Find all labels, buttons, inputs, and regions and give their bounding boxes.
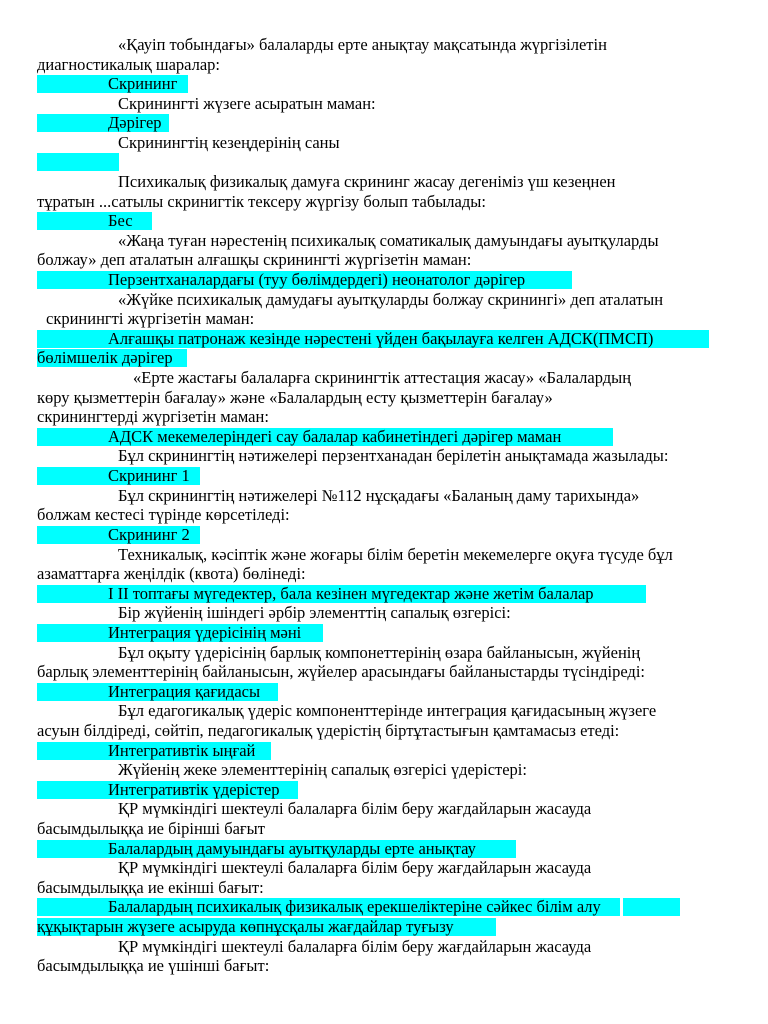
highlight-bar [37, 212, 152, 230]
question-text: скринингті жүргізетін маман: [46, 309, 255, 328]
answer-line [0, 74, 768, 94]
answer-line [0, 211, 768, 231]
question-line [0, 937, 768, 957]
question-line [0, 662, 768, 682]
question-line [0, 309, 768, 329]
question-line [0, 55, 768, 75]
question-line [0, 368, 768, 388]
question-text: диагностикалық шаралар: [37, 55, 221, 74]
question-line [0, 956, 768, 976]
question-line [0, 505, 768, 525]
question-line [0, 407, 768, 427]
answer-line [0, 682, 768, 702]
answer-line [0, 348, 768, 368]
question-line [0, 446, 768, 466]
highlight-bar [623, 898, 680, 916]
question-line [0, 721, 768, 741]
question-text: Бір жүйенің ішіндегі әрбір элементтің сапалық өзгерісі: [118, 603, 511, 622]
question-line [0, 760, 768, 780]
question-text: скринингтерді жүргізетін маман: [37, 407, 269, 426]
answer-text: бөлімшелік дәрігер [37, 348, 173, 367]
question-text: болжау» деп аталатын алғашқы скринингті жүргізетін маман: [37, 250, 472, 269]
question-line [0, 545, 768, 565]
question-line [0, 701, 768, 721]
question-line [0, 799, 768, 819]
question-text: Жүйенің жеке элементтерінің сапалық өзгерісі үдерістері: [118, 760, 527, 779]
question-text: ҚР мүмкіндігі шектеулі балаларға білім беру жағдайларын жасауда [118, 799, 592, 818]
question-line [0, 231, 768, 251]
question-text: барлық элементтерінің байланысын, жүйелер арасындағы байланыстарды түсіндіреді: [37, 662, 645, 681]
answer-line [0, 427, 768, 447]
question-line [0, 603, 768, 623]
question-text: көру қызметтерін бағалау» және «Балалардың есту қызметтерін бағалау» [37, 388, 553, 407]
question-line [0, 878, 768, 898]
answer-line [0, 466, 768, 486]
answer-text: I II топтағы мүгедектер, бала кезінен мүгедектар және жетім балалар [108, 584, 594, 603]
question-text: «Қауіп тобындағы» балаларды ерте анықтау мақсатында жүргізілетін [118, 35, 607, 54]
question-text: Скринингті жүзеге асыратын маман: [118, 94, 376, 113]
answer-text: Перзентханалардағы (туу бөлімдердегі) неонатолог дәрігер [108, 270, 526, 289]
answer-text: құқықтарын жүзеге асыруда көпнұсқалы жағдайлар туғызу [37, 917, 454, 936]
answer-text: Скрининг 2 [108, 525, 190, 544]
question-text: Бұл скринингтің нәтижелері №112 нұсқадағы «Баланың даму тарихында» [118, 486, 640, 505]
answer-line [0, 152, 768, 172]
answer-text: Балалардың дамуындағы ауытқуларды ерте анықтау [108, 839, 476, 858]
question-text: басымдылыққа ие үшінші бағыт: [37, 956, 270, 975]
answer-line [0, 917, 768, 937]
question-text: тұратын ...сатылы скринигтік тексеру жүргізу болып табылады: [37, 192, 486, 211]
question-text: азаматтарға жеңілдік (квота) бөлінеді: [37, 564, 306, 583]
question-text: басымдылыққа ие екінші бағыт: [37, 878, 264, 897]
answer-line [0, 741, 768, 761]
answer-text: АДСК мекемелеріндегі сау балалар кабинетіндегі дәрігер маман [108, 427, 562, 446]
question-text: Бұл едагогикалық үдеріс компоненттерінде интеграция қағидасының жүзеге [118, 701, 657, 720]
question-line [0, 564, 768, 584]
answer-line [0, 780, 768, 800]
answer-text: Интегративтік ыңғай [108, 741, 256, 760]
answer-line [0, 839, 768, 859]
question-line [0, 858, 768, 878]
question-text: Бұл скринингтің нәтижелері перзентханадан берілетін анықтамада жазылады: [118, 446, 669, 465]
question-text: «Ерте жастағы балаларға скринингтік аттестация жасау» «Балалардың [133, 368, 632, 387]
answer-line [0, 584, 768, 604]
question-text: ҚР мүмкіндігі шектеулі балаларға білім беру жағдайларын жасауда [118, 858, 592, 877]
answer-text: Дәрігер [108, 113, 162, 132]
question-text: «Жүйке психикалық дамудағы ауытқуларды болжау скринингі» деп аталатын [118, 290, 664, 309]
answer-line [0, 525, 768, 545]
highlight-bar [37, 153, 119, 171]
answer-text: Скрининг 1 [108, 466, 190, 485]
answer-line [0, 270, 768, 290]
answer-line [0, 897, 768, 917]
question-line [0, 250, 768, 270]
answer-text: Бес [108, 211, 133, 230]
answer-line [0, 329, 768, 349]
question-text: «Жаңа туған нәрестенің психикалық соматикалық дамуындағы ауытқуларды [118, 231, 659, 250]
question-line [0, 643, 768, 663]
answer-text: Балалардың психикалық физикалық ерекшеліктеріне сәйкес білім алу [108, 897, 601, 916]
answer-text: Скрининг [108, 74, 178, 93]
question-line [0, 35, 768, 55]
answer-line [0, 113, 768, 133]
answer-text: Интеграция қағидасы [108, 682, 261, 701]
answer-text: Интеграция үдерісінің мәні [108, 623, 302, 642]
answer-text: Интегративтік үдерістер [108, 780, 280, 799]
question-line [0, 133, 768, 153]
question-text: Скринингтің кезеңдерінің саны [118, 133, 340, 152]
question-line [0, 192, 768, 212]
question-text: ҚР мүмкіндігі шектеулі балаларға білім беру жағдайларын жасауда [118, 937, 592, 956]
question-line [0, 290, 768, 310]
question-line [0, 172, 768, 192]
question-text: Бұл оқыту үдерісінің барлық компонеттерінің өзара байланысын, жүйенің [118, 643, 641, 662]
question-text: асуын білдіреді, сөйтіп, педагогикалық үдерістің біртұтастығын қамтамасыз етеді: [37, 721, 620, 740]
question-text: болжам кестесі түрінде көрсетіледі: [37, 505, 290, 524]
question-line [0, 388, 768, 408]
question-line [0, 486, 768, 506]
question-text: басымдылыққа ие бірінші бағыт [37, 819, 265, 838]
answer-text: Алғашқы патронаж кезінде нәрестені үйден бақылауға келген АДСК(ПМСП) [108, 329, 654, 348]
question-line [0, 819, 768, 839]
question-text: Техникалық, кәсіптік және жоғары білім беретін мекемелерге оқуға түсуде бұл [118, 545, 673, 564]
question-line [0, 94, 768, 114]
answer-line [0, 623, 768, 643]
question-text: Психикалық физикалық дамуға скрининг жасау дегеніміз үш кезеңнен [118, 172, 616, 191]
